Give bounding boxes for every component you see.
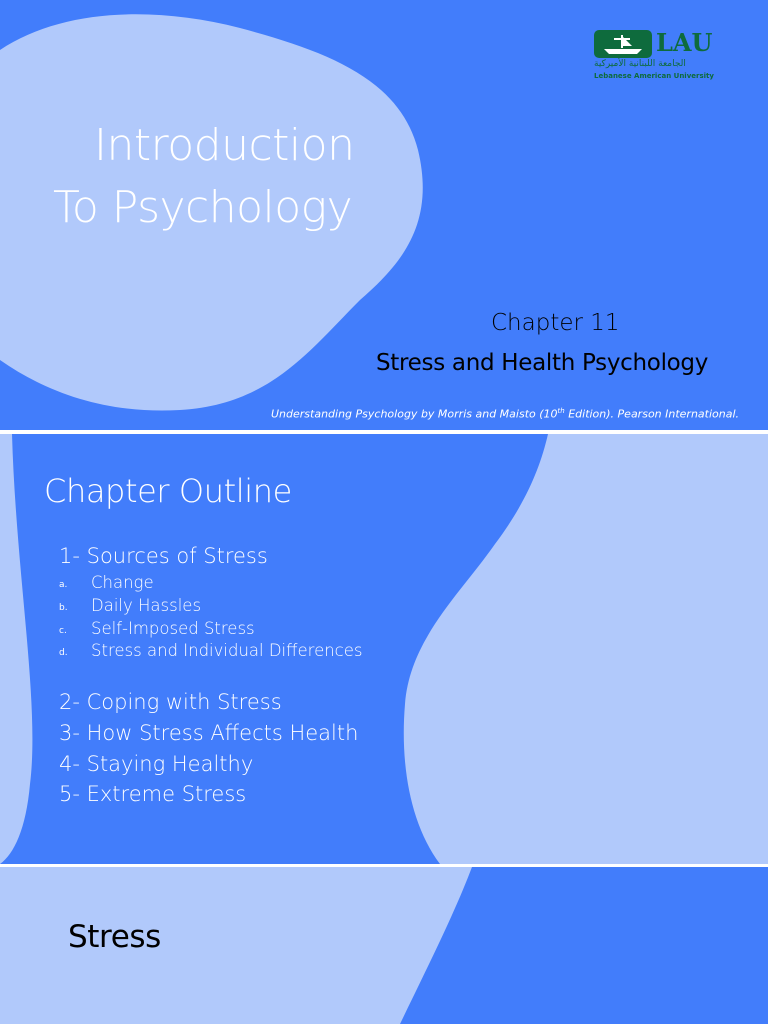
subitem-text: Self-Imposed Stress (91, 619, 255, 638)
citation-before: Understanding Psychology by Morris and Maisto (10 (271, 407, 558, 421)
lau-wordmark: LAU (656, 28, 713, 57)
citation (271, 407, 739, 421)
subitem-text: Stress and Individual Differences (91, 641, 363, 660)
outline-section-2: 2- Coping with Stress (59, 690, 282, 714)
subitem-letter: b. (59, 603, 68, 613)
lau-ship-icon (594, 30, 652, 58)
subitem-text: Change (91, 573, 154, 592)
title-line-2: To Psychology (53, 182, 353, 233)
title-line-1: Introduction (94, 120, 355, 171)
stress-slide (0, 867, 768, 1024)
chapter-number: Chapter 11 (491, 310, 620, 336)
outline-section-5: 5- Extreme Stress (59, 782, 247, 806)
outline-section-3: 3- How Stress Affects Health (59, 721, 359, 745)
subitem-text: Daily Hassles (91, 596, 202, 615)
outline-section-1: 1- Sources of Stress (59, 544, 268, 568)
lau-university-name: Lebanese American University (594, 72, 714, 80)
subitem-letter: d. (59, 648, 68, 658)
outline-title: Chapter Outline (44, 472, 292, 510)
subitem-letter: c. (59, 626, 67, 636)
subitem-letter: a. (59, 580, 68, 590)
title-slide (0, 0, 768, 430)
lau-arabic-name: الجامعة اللبنانية الأميركية (594, 59, 686, 69)
outline-slide (0, 434, 768, 864)
citation-after: Edition). Pearson International. (564, 407, 740, 421)
stress-title: Stress (68, 919, 161, 955)
outline-section-4: 4- Staying Healthy (59, 752, 254, 776)
chapter-title: Stress and Health Psychology (376, 350, 709, 376)
citation-sup: th (557, 407, 565, 415)
